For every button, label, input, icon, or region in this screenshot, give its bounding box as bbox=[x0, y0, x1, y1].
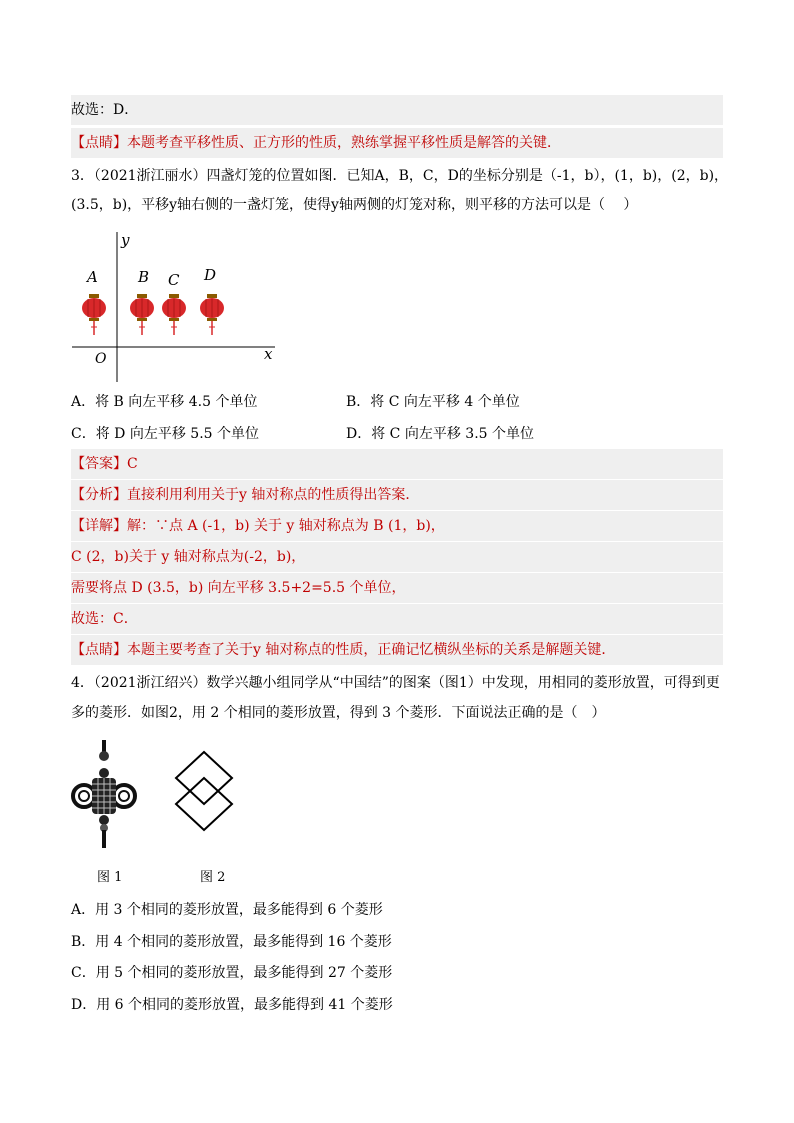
q3-option-d: D．将 C 向左平移 3.5 个单位 bbox=[346, 426, 535, 442]
q3-option-c: C．将 D 向左平移 5.5 个单位 bbox=[71, 426, 260, 442]
q3-lantern-figure bbox=[70, 228, 285, 386]
q4-option-c: C．用 5 个相同的菱形放置，最多能得到 27 个菱形 bbox=[71, 965, 393, 981]
q4-option-b: B．用 4 个相同的菱形放置，最多能得到 16 个菱形 bbox=[71, 934, 392, 950]
q4-stem-line2: 多的菱形．如图2，用 2 个相同的菱形放置，得到 3 个菱形．下面说法正确的是（ ） bbox=[71, 705, 606, 721]
q3-detail-line1 bbox=[71, 511, 723, 541]
q3-label-c: C bbox=[168, 271, 180, 289]
q4-option-a: A．用 3 个相同的菱形放置，最多能得到 6 个菱形 bbox=[71, 902, 383, 918]
lantern-a-icon bbox=[82, 294, 106, 335]
prev-choice-text: 故选：D． bbox=[71, 102, 139, 118]
q3-label-d: D bbox=[204, 266, 217, 284]
q3-label-o: O bbox=[95, 351, 107, 367]
q3-analysis-text: 直接利用利用关于y 轴对称点的性质得出答案． bbox=[127, 487, 420, 503]
q3-answer-line bbox=[71, 449, 723, 479]
q3-analysis-tag: 【分析】 bbox=[71, 487, 127, 503]
q4-stem-line1: 4．（2021浙江绍兴）数学兴趣小组同学从“中国结”的图案（图1）中发现，用相同的菱形放置，可得到更 bbox=[71, 675, 720, 691]
prev-comment-line bbox=[71, 128, 723, 158]
prev-comment-tag: 【点睛】 bbox=[71, 135, 127, 151]
q3-label-b: B bbox=[138, 268, 150, 286]
lantern-b-icon bbox=[130, 294, 154, 335]
q3-option-a: A．将 B 向左平移 4.5 个单位 bbox=[71, 394, 258, 410]
q3-detail-tag: 【详解】 bbox=[71, 518, 127, 534]
q3-stem-line2: (3.5，b)，平移y轴右侧的一盏灯笼，使得y轴两侧的灯笼对称，则平移的方法可以是（ ） bbox=[71, 197, 638, 213]
q3-stem-line1: 3．（2021浙江丽水）四盏灯笼的位置如图．已知A，B，C，D的坐标分别是（-1，b），(1，b)，(2，b)， bbox=[71, 168, 729, 184]
q3-detail-line3 bbox=[71, 573, 723, 603]
q4-figure2-two-rhombi bbox=[172, 748, 238, 842]
q3-label-x: x bbox=[264, 345, 273, 363]
q4-caption-figure1: 图 1 bbox=[97, 870, 123, 885]
q3-analysis-line bbox=[71, 480, 723, 510]
q3-detail-text3: 需要将点 D (3.5，b) 向左平移 3.5+2=5.5 个单位， bbox=[71, 580, 406, 596]
q4-caption-figure2: 图 2 bbox=[200, 870, 226, 885]
q4-option-d: D．用 6 个相同的菱形放置，最多能得到 41 个菱形 bbox=[71, 997, 393, 1013]
q3-comment-text: 本题主要考查了关于y 轴对称点的性质，正确记忆横纵坐标的关系是解题关键． bbox=[127, 642, 616, 658]
prev-choice-line bbox=[71, 95, 723, 125]
lantern-c-icon bbox=[162, 294, 186, 335]
q3-detail-line2 bbox=[71, 542, 723, 572]
q3-option-b: B．将 C 向左平移 4 个单位 bbox=[346, 394, 520, 410]
q3-detail-text4: 故选：C． bbox=[71, 611, 138, 627]
q3-detail-text1: 解：∵点 A (-1，b) 关于 y 轴对称点为 B (1，b)， bbox=[127, 518, 445, 534]
q3-label-y: y bbox=[121, 231, 130, 249]
q3-detail-text2: C (2，b)关于 y 轴对称点为(-2，b)， bbox=[71, 549, 306, 565]
prev-comment-text: 本题考查平移性质、正方形的性质，熟练掌握平移性质是解答的关键． bbox=[127, 135, 561, 151]
q3-answer-text: C bbox=[127, 456, 138, 472]
q3-label-a: A bbox=[87, 268, 98, 286]
q4-figure1-chinese-knot bbox=[70, 740, 150, 850]
q3-answer-tag: 【答案】 bbox=[71, 456, 127, 472]
lantern-d-icon bbox=[200, 294, 224, 335]
q3-comment-tag: 【点睛】 bbox=[71, 642, 127, 658]
q3-comment-line bbox=[71, 635, 723, 665]
q3-detail-line4 bbox=[71, 604, 723, 634]
